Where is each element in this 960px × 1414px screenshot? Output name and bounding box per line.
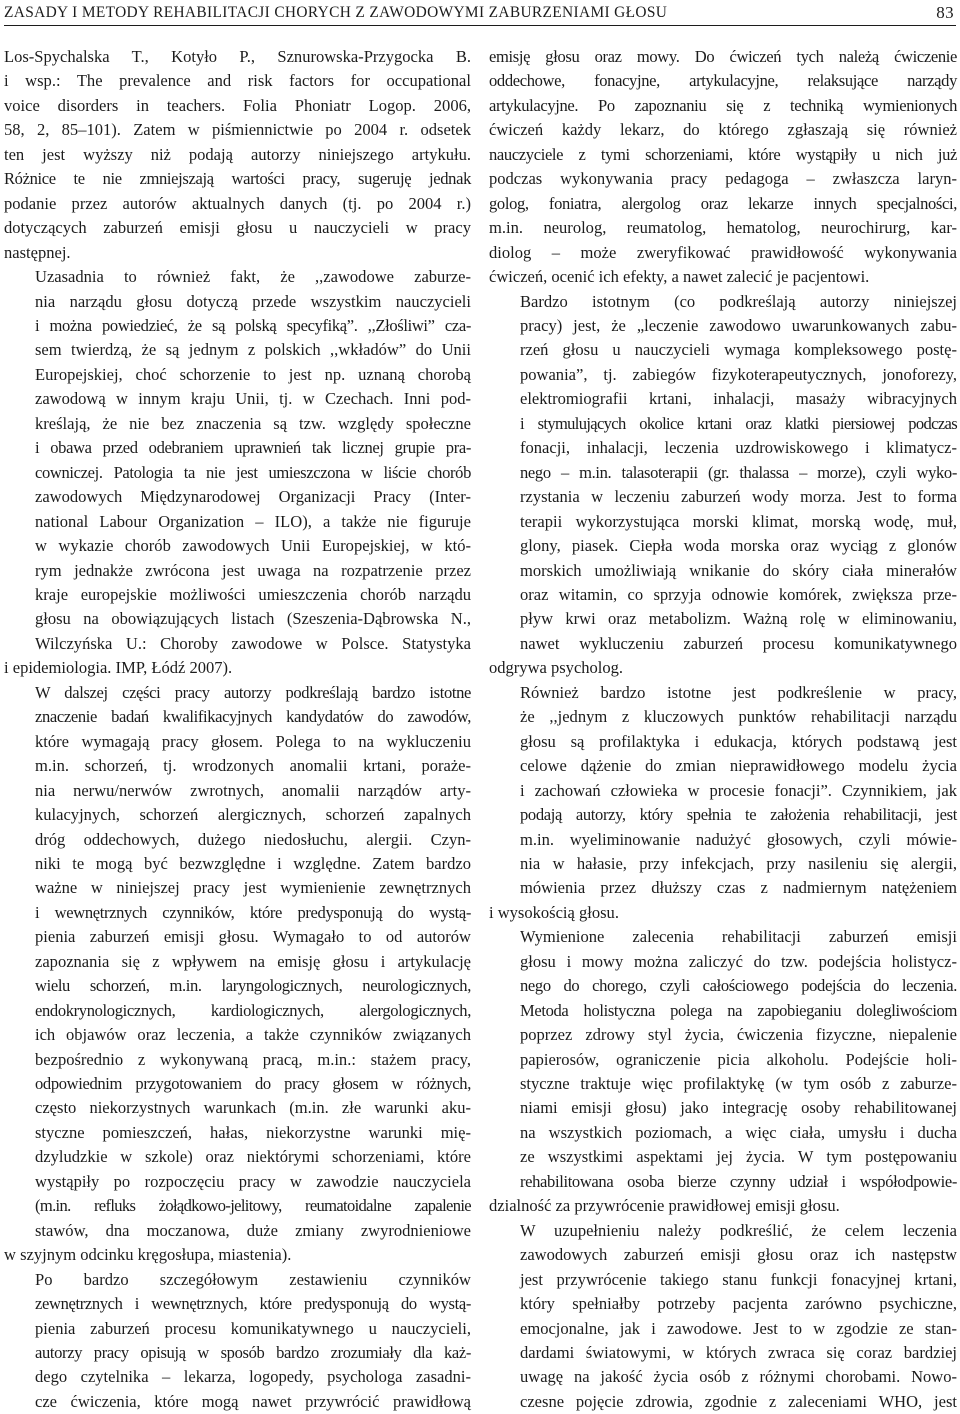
header-rule xyxy=(4,25,956,26)
text-line: rym jednakże zwrócona jest uwaga na rozpatrzenie przez xyxy=(35,560,471,580)
text-line: dzyludzkie w szkole) oraz niektórymi schorzeniami, które xyxy=(35,1147,471,1167)
text-line: celowe dążenie do zmian nieprawidłowego modelu życia xyxy=(520,756,957,776)
text-line: pływ krwi oraz metabolizm. Ważną rolę w eliminowaniu, xyxy=(520,609,957,629)
text-line: Po bardzo szczegółowym zestawieniu czynników xyxy=(35,1269,471,1289)
text-line: kulacyjnych, schorzeń alergicznych, schorzeń zapalnych xyxy=(35,805,471,825)
text-line: ich objawów oraz leczenia, a także czynników związanych xyxy=(35,1025,471,1045)
right-column xyxy=(489,45,957,1414)
text-line: cze ćwiczenia, które mogą nawet przywrócić prawidłową xyxy=(35,1391,471,1411)
text-line: nia narządu głosu dotyczą przede wszystkim nauczycieli xyxy=(35,291,471,311)
text-line: Wymienione zalecenia rehabilitacji zaburzeń emisji xyxy=(520,927,957,947)
text-line: emisję głosu oraz mowy. Do ćwiczeń tych należą ćwiczenie xyxy=(489,47,957,66)
text-line: i wsp.: The prevalence and risk factors for occupational xyxy=(4,71,471,91)
text-line: i można powiedzieć, że są polską specyfiką”. ,,Złośliwi” cza- xyxy=(35,315,471,335)
text-line: i epidemiologia. IMP, Łódź 2007). xyxy=(4,658,233,678)
text-line: ten jest wyższy niż podają autorzy niniejszego artykułu. xyxy=(4,144,471,164)
text-line: następnej. xyxy=(4,242,71,262)
text-line: w wykazie chorób zawodowych Unii Europejskiej, w któ- xyxy=(35,536,471,556)
text-line: zewnętrznych i wewnętrznych, które predysponują do wystą- xyxy=(35,1294,471,1314)
paragraph-end xyxy=(4,1243,471,1267)
text-line: rehabilitowana osoba bierze czynny udział i współodpowie- xyxy=(520,1171,957,1191)
text-line: często niekorzystnych warunkach (m.in. złe warunki aku- xyxy=(35,1098,471,1118)
running-header xyxy=(4,0,956,26)
text-line: dardami światowymi, w których zwraca się coraz bardziej xyxy=(520,1343,957,1363)
text-line: ze wszystkimi aspektami jej życia. W tym postępowaniu xyxy=(520,1147,957,1167)
text-line: oraz witamin, co sprzyja odnowie komórek, zwiększa prze- xyxy=(520,584,957,604)
text-line: stawów, dna moczanowa, duże zmiany zwyrodnieniowe xyxy=(35,1220,471,1240)
text-line: który spełniałby potrzeby pacjenta zarówno psychiczne, xyxy=(520,1294,957,1314)
text-line: podają autorzy, który spełnia te założenia rehabilitacji, jest xyxy=(520,805,957,825)
paragraph xyxy=(489,290,957,657)
text-line: kraje europejskie możliwości umieszczenia chorób narządu xyxy=(35,584,471,604)
text-line: cowniczej. Patologia ta nie jest umieszczona w liście chorób xyxy=(35,462,471,482)
text-line: rzeń głosu u nauczycieli wymaga kompleksowego postę- xyxy=(520,340,957,360)
text-line: głosu na obowiązujących listach (Szeszenia-Dąbrowska N., xyxy=(35,609,471,629)
text-line: że ,,jednym z kluczowych punktów rehabilitacji narządu xyxy=(520,707,957,727)
text-line: poprzez zdrowy styl życia, ćwiczenia fizyczne, niepalenie xyxy=(520,1025,957,1045)
text-line: terapii wykorzystująca morski klimat, morską wodę, muł, xyxy=(520,511,957,531)
paragraph xyxy=(4,681,471,1243)
text-line: Los-Spychalska T., Kotyło P., Sznurowska-Przygocka B. xyxy=(4,47,471,66)
text-line: odpowiednim przygotowaniem do pracy głosem w różnych, xyxy=(35,1074,471,1094)
paragraph-end xyxy=(489,656,957,680)
paragraph xyxy=(4,45,471,241)
text-line: pienia zaburzeń emisji głosu. Wymagało to od autorów xyxy=(35,927,471,947)
text-line: powania”, tj. zabiegów fizykoterapeutycznych, jonoforezy, xyxy=(520,364,957,384)
text-line: bezpośrednio z wykonywaną pracą, m.in.: stażem pracy, xyxy=(35,1049,471,1069)
text-line: glony, piasek. Ciepła woda morska oraz wyciąg z glonów xyxy=(520,536,957,556)
text-line: Europejskiej, choć schorzenie to jest np. uznaną chorobą xyxy=(35,364,471,384)
text-line: W uzupełnieniu należy podkreślić, że celem leczenia xyxy=(520,1220,957,1240)
text-line: elektromiografii krtani, inhalacji, masaży wibracyjnych xyxy=(520,389,957,409)
paragraph-end xyxy=(489,265,957,289)
text-line: nawet wykluczeniu zaburzeń procesu komunikatywnego xyxy=(520,633,957,653)
text-line: oddechowe, fonacyjne, artykulacyjne, relaksujące narządy xyxy=(489,71,957,91)
text-line: Różnice te nie zmniejszają wartości pracy, sugeruję jednak xyxy=(4,169,471,189)
text-line: ćwiczeń każdy lekarz, do którego zgłaszają się również xyxy=(489,120,957,140)
left-column xyxy=(4,45,471,1414)
text-line: dego czytelnika – lekarza, logopedy, psychologa zasadni- xyxy=(35,1367,471,1387)
text-line: national Labour Organization – ILO), a także nie figuruje xyxy=(35,511,471,531)
text-line: autorzy pracy opisują w sposób bardzo zrozumiały dla każ- xyxy=(35,1343,471,1363)
text-line: m.in. wyeliminowanie nadużyć głosowych, czyli mówie- xyxy=(520,829,957,849)
text-line: wielu schorzeń, m.in. laryngologicznych, neurologicznych, xyxy=(35,976,471,996)
text-line: i wysokością głosu. xyxy=(489,902,619,922)
text-line: mówienia przez dłuższy czas z nadmiernym natężeniem xyxy=(520,878,957,898)
paragraph xyxy=(4,1268,471,1414)
text-line: voice disorders in teachers. Folia Phoniatr Logop. 2006, xyxy=(4,95,471,115)
paragraph xyxy=(4,265,471,656)
paragraph xyxy=(489,925,957,1194)
text-line: (m.in. refluks żołądkowo-jelitowy, reumatoidalne zapalenie xyxy=(35,1196,471,1216)
text-line: niki te mogą być bezwzględne i względne. Zatem bardzo xyxy=(35,853,471,873)
text-line: styczne pomieszczeń, hałas, niekorzystne warunki mię- xyxy=(35,1122,471,1142)
text-line: i zachowań człowieka w procesie fonacji”. Czynnikiem, jak xyxy=(520,780,957,800)
text-line: golog, foniatra, alergolog oraz lekarze innych specjalności, xyxy=(489,193,957,213)
text-line: papierosów, ograniczenie picia alkoholu. Podejście holi- xyxy=(520,1049,957,1069)
text-line: Uzasadnia to również fakt, że ,,zawodowe zaburze- xyxy=(35,267,471,287)
text-line: zawodową w innym kraju Unii, tj. w Czechach. Inni pod- xyxy=(35,389,471,409)
text-line: czesne pojęcie zdrowia, zgodnie z zaleceniami WHO, jest xyxy=(520,1391,957,1411)
text-line: zawodowych zaburzeń emisji głosu oraz ich następstw xyxy=(520,1245,957,1265)
paragraph xyxy=(489,681,957,901)
paragraph xyxy=(489,45,957,265)
text-line: diolog – może zweryfikować prawidłowość wykonywania xyxy=(489,242,957,262)
text-line: pienia zaburzeń procesu komunikatywnego u nauczycieli, xyxy=(35,1318,471,1338)
text-line: styczne traktuje więc profilaktykę (w tym osób z zaburze- xyxy=(520,1074,957,1094)
running-title: ZASADY I METODY REHABILITACJI CHORYCH Z ZAWODOWYMI ZABURZENIAMI GŁOSU xyxy=(4,4,668,21)
text-line: Wilczyńska U.: Choroby zawodowe w Polsce. Statystyka xyxy=(35,633,471,653)
text-line: niami emisji głosu) jako integrację osoby rehabilitowanej xyxy=(520,1098,957,1118)
text-line: dzialność za przywrócenie prawidłowej emisji głosu. xyxy=(489,1196,840,1216)
text-line: głosu są profilaktyka i edukacja, których podstawą jest xyxy=(520,731,957,751)
text-line: 58, 2, 85–101). Zatem w piśmiennictwie po 2004 r. odsetek xyxy=(4,120,471,140)
text-line: dróg oddechowych, dużego niedosłuchu, alergii. Czyn- xyxy=(35,829,471,849)
text-line: zapoznania się z wpływem na emisję głosu i artykulację xyxy=(35,951,471,971)
page-number: 83 xyxy=(936,3,954,22)
text-line: nia w hałasie, przy infekcjach, przy nasileniu się alergii, xyxy=(520,853,957,873)
text-line: i obawa przed odebraniem uprawnień tak licznej grupie pra- xyxy=(35,438,471,458)
text-line: Metoda holistyczna polega na zapobieganiu dolegliwościom xyxy=(520,1000,957,1020)
text-line: na wszystkich poziomach, a więc ciała, umysłu i ducha xyxy=(520,1122,957,1142)
text-line: głosu i mowy można zaliczyć do tzw. podejścia holistycz- xyxy=(520,951,957,971)
text-line: kreślają, że nie bez znaczenia są tzw. względy społeczne xyxy=(35,413,471,433)
paragraph-end xyxy=(489,1194,957,1218)
text-line: Bardzo istotnym (co podkreślają autorzy niniejszej xyxy=(520,291,957,311)
paragraph-end xyxy=(489,901,957,925)
text-line: wystąpiły po rozpoczęciu pracy w zawodzie nauczyciela xyxy=(35,1171,471,1191)
text-line: rzystania w leczeniu zaburzeń wody morza. Jest to forma xyxy=(520,487,957,507)
text-line: ćwiczeń, ocenić ich efekty, a nawet zalecić je pacjentowi. xyxy=(489,267,870,287)
text-line: morskich umożliwiają wnikanie do skóry ciała minerałów xyxy=(520,560,957,580)
text-line: uwagę na jakość życia osób z różnymi chorobami. Nowo- xyxy=(520,1367,957,1387)
text-line: odgrywa psycholog. xyxy=(489,658,624,678)
text-line: artykulacyjne. Po zapoznaniu się z techniką wymienionych xyxy=(489,95,957,115)
paragraph-end xyxy=(4,241,471,265)
text-line: sem twierdzą, że są jednym z polskich ,,wkładów” do Unii xyxy=(35,340,471,360)
text-line: fonacji, inhalacji, leczenia uzdrowiskowego i klimatycz- xyxy=(520,438,957,458)
text-line: i wewnętrznych czynników, które predysponują do wystą- xyxy=(35,902,471,922)
text-line: podczas wykonywania pracy pedagoga – zwłaszcza laryn- xyxy=(489,169,957,189)
text-line: ważne w niniejszej pracy jest wymienienie zewnętrznych xyxy=(35,878,471,898)
text-line: W dalszej części pracy autorzy podkreślają bardzo istotne xyxy=(35,682,471,702)
text-line: m.in. schorzeń, tj. wrodzonych anomalii krtani, poraże- xyxy=(35,756,471,776)
text-line: podanie przez autorów aktualnych danych (tj. po 2004 r.) xyxy=(4,193,471,213)
paragraph xyxy=(489,1219,957,1414)
text-line: Również bardzo istotne jest podkreślenie w pracy, xyxy=(520,682,957,702)
text-line: pracy) jest, że „leczenie zawodowo uwarunkowanych zabu- xyxy=(520,315,957,335)
text-line: nauczyciele z tymi schorzeniami, które wystąpiły u nich już xyxy=(489,144,957,164)
text-line: emocjonalne, jak i zawodowe. Jest to w zgodzie ze stan- xyxy=(520,1318,957,1338)
text-line: nego do chorego, czyli całościowego podejścia do leczenia. xyxy=(520,976,957,996)
text-line: które wymagają pracy głosem. Polega to na wykluczeniu xyxy=(35,731,471,751)
text-line: w szyjnym odcinku kręgosłupa, miastenia). xyxy=(4,1245,292,1265)
text-line: endokrynologicznych, kardiologicznych, alergologicznych, xyxy=(35,1000,471,1020)
text-line: jest przywrócenie takiego stanu funkcji fonacyjnej krtani, xyxy=(520,1269,957,1289)
text-line: dotyczących zaburzeń emisji głosu u nauczycieli w pracy xyxy=(4,218,471,238)
paragraph-end xyxy=(4,656,471,680)
text-line: nia nerwu/nerwów zwrotnych, anomalii narządów arty- xyxy=(35,780,471,800)
text-line: m.in. neurolog, reumatolog, hematolog, neurochirurg, kar- xyxy=(489,218,957,238)
text-line: nego – m.in. talasoterapii (gr. thalassa – morze), czyli wyko- xyxy=(520,462,957,482)
text-line: zawodowych Międzynarodowej Organizacji Pracy (Inter- xyxy=(35,487,471,507)
text-line: znaczenie badań kwalifikacyjnych kandydatów do zawodów, xyxy=(35,707,471,727)
text-line: i stymulujących okolice krtani oraz klatki piersiowej podczas xyxy=(520,413,957,433)
